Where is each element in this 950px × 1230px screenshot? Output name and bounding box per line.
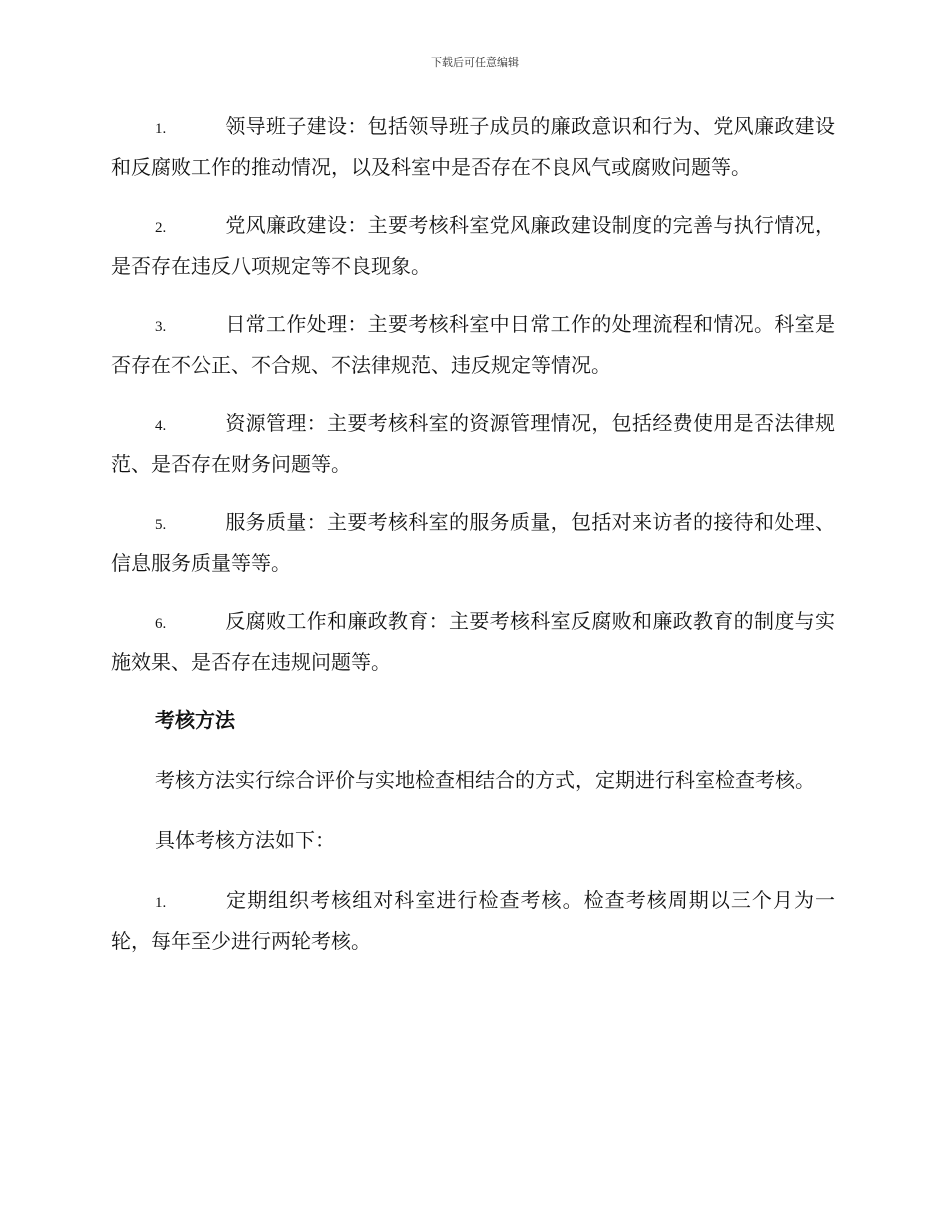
list-item-number: 1.	[155, 895, 167, 911]
list-item-number: 4.	[155, 418, 167, 434]
list-item-number: 3.	[155, 319, 167, 335]
list-item-text: 日常工作处理：主要考核科室中日常工作的处理流程和情况。科室是否存在不公正、不合规、不法律规范、违反规定等情况。	[111, 312, 835, 377]
page-header: 下载后可任意编辑	[431, 56, 519, 69]
list-item	[111, 305, 835, 384]
list-item-text: 领导班子建设：包括领导班子成员的廉政意识和行为、党风廉政建设和反腐败工作的推动情况，以及科室中是否存在不良风气或腐败问题等。	[111, 114, 835, 179]
list-item	[111, 602, 835, 681]
list-item-number: 6.	[155, 616, 167, 632]
list-item-number: 2.	[155, 220, 167, 236]
list-item-number: 1.	[155, 121, 167, 137]
paragraph: 考核方法实行综合评价与实地检查相结合的方式，定期进行科室检查考核。	[155, 768, 815, 792]
paragraph: 具体考核方法如下：	[155, 828, 335, 852]
list-item-text: 资源管理：主要考核科室的资源管理情况，包括经费使用是否法律规范、是否存在财务问题等。	[111, 411, 835, 476]
list-item-number: 5.	[155, 517, 167, 533]
list-item-text: 反腐败工作和廉政教育：主要考核科室反腐败和廉政教育的制度与实施效果、是否存在违规问题等。	[111, 609, 835, 674]
list-item	[111, 404, 835, 483]
list-item	[111, 107, 835, 186]
list-item-text: 定期组织考核组对科室进行检查考核。检查考核周期以三个月为一轮，每年至少进行两轮考核。	[111, 888, 835, 953]
list-item	[111, 503, 835, 582]
document-body	[111, 107, 835, 980]
section-heading: 考核方法	[155, 708, 235, 732]
list-item-text: 服务质量：主要考核科室的服务质量，包括对来访者的接待和处理、信息服务质量等等。	[111, 510, 835, 575]
list-item-text: 党风廉政建设：主要考核科室党风廉政建设制度的完善与执行情况，是否存在违反八项规定等不良现象。	[111, 213, 835, 278]
list-item	[111, 881, 835, 960]
list-item	[111, 206, 835, 285]
